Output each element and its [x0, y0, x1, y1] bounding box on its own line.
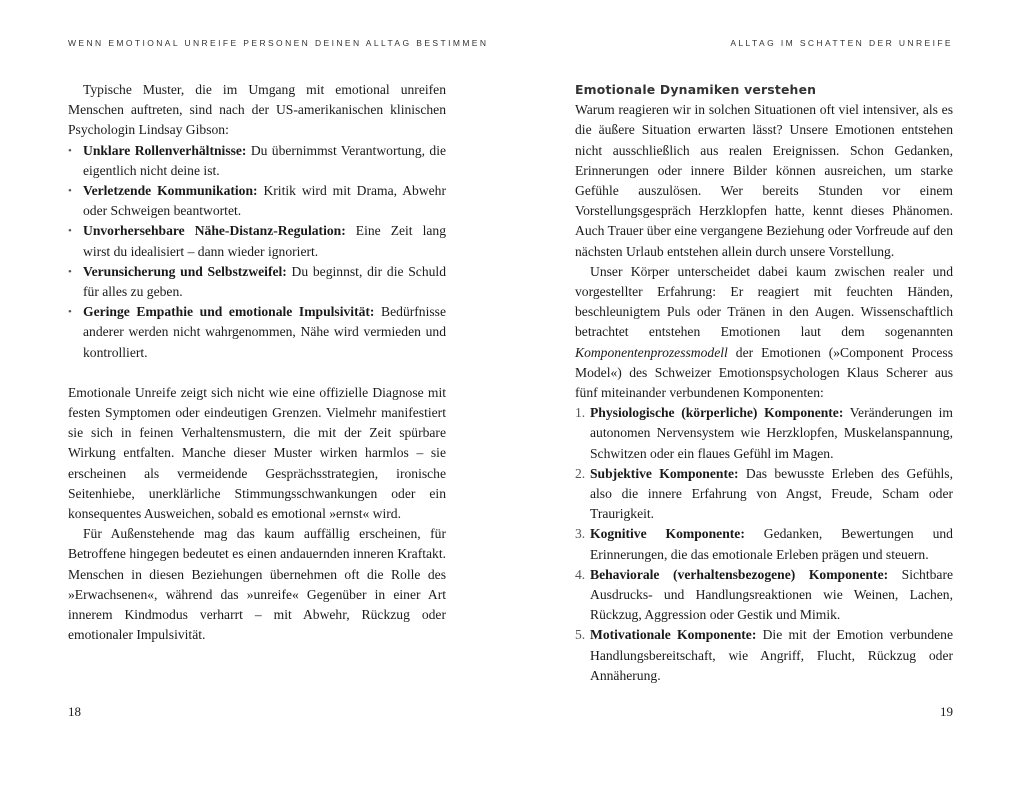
list-item-text: Das bewusste Erleben des Gefühls, also die innere Erfahrung von Angst, Freude, Scham oder Traurigkeit. [590, 465, 953, 522]
section-heading: Emotionale Dynamiken verstehen [575, 82, 817, 97]
list-item [575, 524, 953, 564]
list-item [575, 625, 953, 686]
left-running-head: WENN EMOTIONAL UNREIFE PERSONEN DEINEN ALLTAG BESTIMMEN [68, 38, 489, 48]
list-item-term: Physiologische (körperliche) Komponente: [590, 405, 844, 421]
left-body-text [68, 80, 446, 645]
list-item-text: Eine Zeit lang wirst du idealisiert – dann wieder ignoriert. [83, 223, 447, 259]
list-item-term: Subjektive Komponente: [590, 465, 739, 481]
right-body-text [575, 80, 953, 686]
pattern-list [68, 141, 446, 363]
list-number: 4. [575, 566, 586, 582]
list-item-text: Du übernimmst Verantwortung, die eigentlich nicht deine ist. [83, 142, 447, 178]
right-page [575, 0, 953, 793]
list-item [68, 181, 446, 221]
left-page [68, 0, 489, 793]
bullet-icon: • [68, 306, 72, 319]
list-number: 3. [575, 526, 586, 542]
body-paragraph: Für Außenstehende mag das kaum auffällig erscheinen, für Betroffene hingegen bedeutet es einen andauernden inneren Kraftakt. Menschen in diesen Beziehungen übernehmen oft die Rolle des »Erwachsenen«, während das »unreife« Gegenüber in einer Art innerem Kindmodus verharrt – mit Abwehr, Rückzug oder emotionaler Impulsivität. [68, 526, 446, 643]
list-item-term: Motivationale Komponente: [590, 627, 757, 643]
list-item-term: Verunsicherung und Selbstzweifel: [83, 263, 287, 279]
body-paragraph [575, 262, 953, 403]
list-item-text: Veränderungen im autonomen Nervensystem wie Herzklopfen, Muskelanspannung, Schwitzen oder ein flaues Gefühl im Magen. [590, 405, 953, 461]
list-item-term: Unvorhersehbare Nähe-Distanz-Regulation: [83, 223, 346, 239]
list-item [68, 221, 446, 261]
list-item [68, 262, 446, 302]
list-item [575, 464, 953, 525]
component-list [575, 403, 953, 686]
list-item-text: Sichtbare Ausdrucks- und Handlungsreaktionen wie Weinen, Lachen, Rückzug, Aggression oder Gestik und Mimik. [590, 566, 954, 623]
bullet-icon: • [68, 265, 72, 278]
list-item-text: Die mit der Emotion verbundene Handlungsbereitschaft, wie Angriff, Flucht, Rückzug oder Annäherung. [590, 627, 954, 683]
list-item [68, 141, 446, 181]
list-item-term: Geringe Empathie und emotionale Impulsivität: [83, 304, 375, 320]
list-item [575, 565, 953, 626]
body-paragraph: Warum reagieren wir in solchen Situationen oft viel intensiver, als es die äußere Situation erwarten lässt? Unsere Emotionen entstehen nicht ausschließlich aus realen Ereignissen. Schon Gedanken, Erinnerungen oder innere Bilder können ausreichen, um starke Gefühle auszulösen. Wer bereits Stunden vor einem Vorstellungsgespräch Herzklopfen hatte, kennt dieses Phänomen. Auch Trauer über eine vergangene Beziehung oder Vorfreude auf den nächsten Urlaub entstehen allein durch unsere Vorstellung. [575, 102, 953, 259]
paragraph-text: Unser Körper unterscheidet dabei kaum zwischen realer und vorgestellter Erfahrung: Er reagiert mit feuchten Händen, beschleunigtem Puls oder Tränen in den Augen. Wissenschaftlich betrachtet entstehen Emotionen laut dem sogenannten [575, 263, 953, 340]
list-item-text: Kritik wird mit Drama, Abwehr oder Schweigen beantwortet. [83, 183, 446, 219]
bullet-icon: • [68, 144, 72, 157]
list-item-term: Unklare Rollenverhältnisse: [83, 142, 247, 158]
list-item-term: Behaviorale (verhaltensbezogene) Komponente: [590, 566, 889, 582]
list-item-term: Kognitive Komponente: [590, 526, 745, 542]
list-item [68, 302, 446, 363]
list-number: 2. [575, 465, 586, 481]
list-item [575, 403, 953, 464]
right-running-head: ALLTAG IM SCHATTEN DER UNREIFE [730, 38, 953, 48]
emphasized-term: Komponentenprozessmodell [575, 344, 728, 360]
paragraph-text: der Emotionen (»Component Process Model«) des Schweizer Emotionspsychologen Klaus Scherer aus fünf miteinander verbundenen Komponenten: [575, 344, 953, 401]
list-item-text: Bedürfnisse anderer werden nicht wahrgenommen, Nähe wird vermieden und kontrolliert. [83, 304, 446, 360]
page-number: 19 [940, 704, 953, 719]
page-number: 18 [68, 704, 81, 719]
bullet-icon: • [68, 225, 72, 238]
intro-paragraph: Typische Muster, die im Umgang mit emotional unreifen Menschen auftreten, sind nach der US-amerikanischen klinischen Psychologin Lindsay Gibson: [68, 82, 446, 138]
list-number: 1. [575, 405, 586, 421]
list-item-term: Verletzende Kommunikation: [83, 183, 258, 199]
list-number: 5. [575, 627, 586, 643]
list-item-text: Gedanken, Bewertungen und Erinnerungen, die das emotionale Erleben prägen und steuern. [590, 526, 953, 562]
list-item-text: Du beginnst, dir die Schuld für alles zu geben. [83, 263, 446, 300]
body-paragraph: Emotionale Unreife zeigt sich nicht wie eine offizielle Diagnose mit festen Symptomen oder eindeutigen Grenzen. Vielmehr manifestiert sie sich in feinen Verhaltensmustern, die mit der Zeit spürbare Wirkung entfalten. Manche dieser Muster wirken harmlos – sie erscheinen als vermeidende Gesprächsstrategien, ironische Seitenhiebe, unerklärliche Stimmungsschwankungen oder ein konsequentes Ausweichen, sobald es emotional »ernst« wird. [68, 384, 446, 522]
bullet-icon: • [68, 185, 72, 198]
